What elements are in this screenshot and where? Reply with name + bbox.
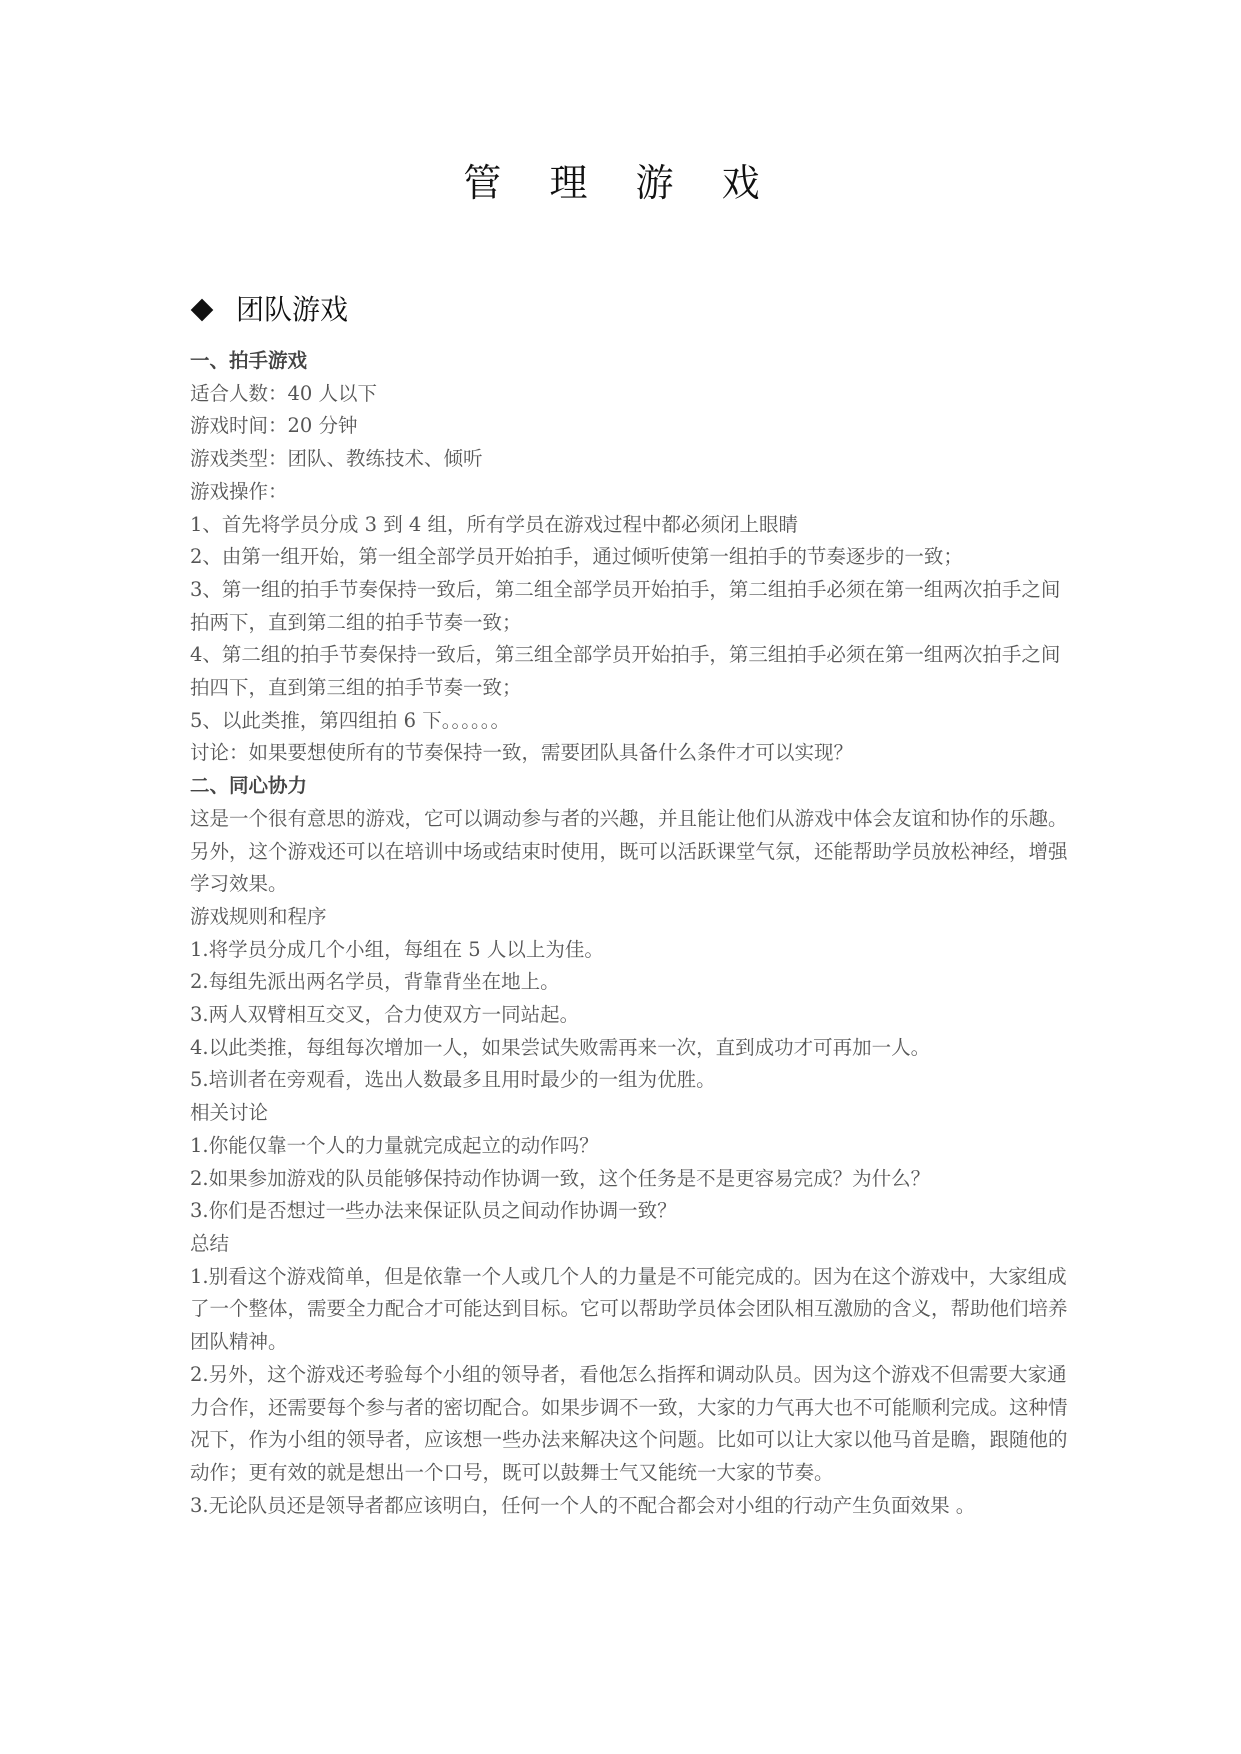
game1-line: 游戏类型：团队、教练技术、倾听 [190, 447, 483, 471]
game2-line: 1.将学员分成几个小组，每组在 5 人以上为佳。 [190, 937, 604, 961]
game2-line: 5.培训者在旁观看，选出人数最多且用时最少的一组为优胜。 [190, 1068, 716, 1092]
section-heading [190, 290, 348, 330]
game1-line: 讨论：如果要想使所有的节奏保持一致，需要团队具备什么条件才可以实现？ [190, 741, 854, 765]
game2-line: 相关讨论 [190, 1101, 269, 1125]
game2-line: 4.以此类推，每组每次增加一人，如果尝试失败需再来一次，直到成功才可再加一人。 [190, 1035, 931, 1059]
game2-line: 这是一个很有意思的游戏，它可以调动参与者的兴趣，并且能让他们从游戏中体会友谊和协作的乐趣。另外，这个游戏还可以在培训中场或结束时使用，既可以活跃课堂气氛，还能帮助学员放松神经，增强学习效果。 [190, 806, 1068, 896]
game2-heading: 二、同心协力 [190, 774, 308, 798]
game1-line: 2、由第一组开始，第一组全部学员开始拍手，通过倾听使第一组拍手的节奏逐步的一致； [190, 545, 963, 569]
game1-line: 游戏时间：20 分钟 [190, 414, 358, 438]
game2-line: 3.无论队员还是领导者都应该明白，任何一个人的不配合都会对小组的行动产生负面效果 。 [190, 1493, 976, 1517]
section-heading-text: 团队游戏 [236, 293, 349, 326]
game1-line: 4、第二组的拍手节奏保持一致后，第三组全部学员开始拍手，第三组拍手必须在第一组两次拍手之间拍四下，直到第三组的拍手节奏一致； [190, 643, 1061, 700]
game1-line: 3、第一组的拍手节奏保持一致后，第二组全部学员开始拍手，第二组拍手必须在第一组两次拍手之间拍两下，直到第二组的拍手节奏一致； [190, 577, 1061, 634]
game2-line: 1.你能仅靠一个人的力量就完成起立的动作吗？ [190, 1133, 599, 1157]
game1-line: 游戏操作： [190, 479, 288, 503]
document-body [190, 345, 1070, 1522]
game2-line: 总结 [190, 1231, 230, 1255]
game1-line: 5、以此类推，第四组拍 6 下。。。。。。 [190, 708, 510, 732]
game2-line: 游戏规则和程序 [190, 904, 327, 928]
game2-line: 2.每组先派出两名学员，背靠背坐在地上。 [190, 970, 560, 994]
game1-heading: 一、拍手游戏 [190, 349, 308, 372]
game2-line: 3.你们是否想过一些办法来保证队员之间动作协调一致？ [190, 1199, 677, 1223]
game2-line: 3.两人双臂相互交叉，合力使双方一同站起。 [190, 1003, 580, 1027]
diamond-bullet-icon [191, 299, 214, 322]
game2-line: 2.如果参加游戏的队员能够保持动作协调一致，这个任务是不是更容易完成？为什么？ [190, 1166, 931, 1190]
game2-line: 2.另外，这个游戏还考验每个小组的领导者，看他怎么指挥和调动队员。因为这个游戏不但需要大家通力合作，还需要每个参与者的密切配合。如果步调不一致，大家的力气再大也不可能顺利完成。这种情况下，作为小组的领导者，应该想一些办法来解决这个问题。比如可以让大家以他马首是瞻，跟随他的动作；更有效的就是想出一个口号，既可以鼓舞士气又能统一大家的节奏。 [190, 1362, 1068, 1484]
game2-line: 1.别看这个游戏简单，但是依靠一个人或几个人的力量是不可能完成的。因为在这个游戏中，大家组成了一个整体，需要全力配合才可能达到目标。它可以帮助学员体会团队相互激励的含义，帮助他们培养团队精神。 [190, 1264, 1068, 1354]
page-title: 管 理 游 戏 [463, 161, 778, 205]
game1-line: 1、首先将学员分成 3 到 4 组，所有学员在游戏过程中都必须闭上眼睛 [190, 512, 799, 536]
game1-line: 适合人数：40 人以下 [190, 381, 378, 405]
